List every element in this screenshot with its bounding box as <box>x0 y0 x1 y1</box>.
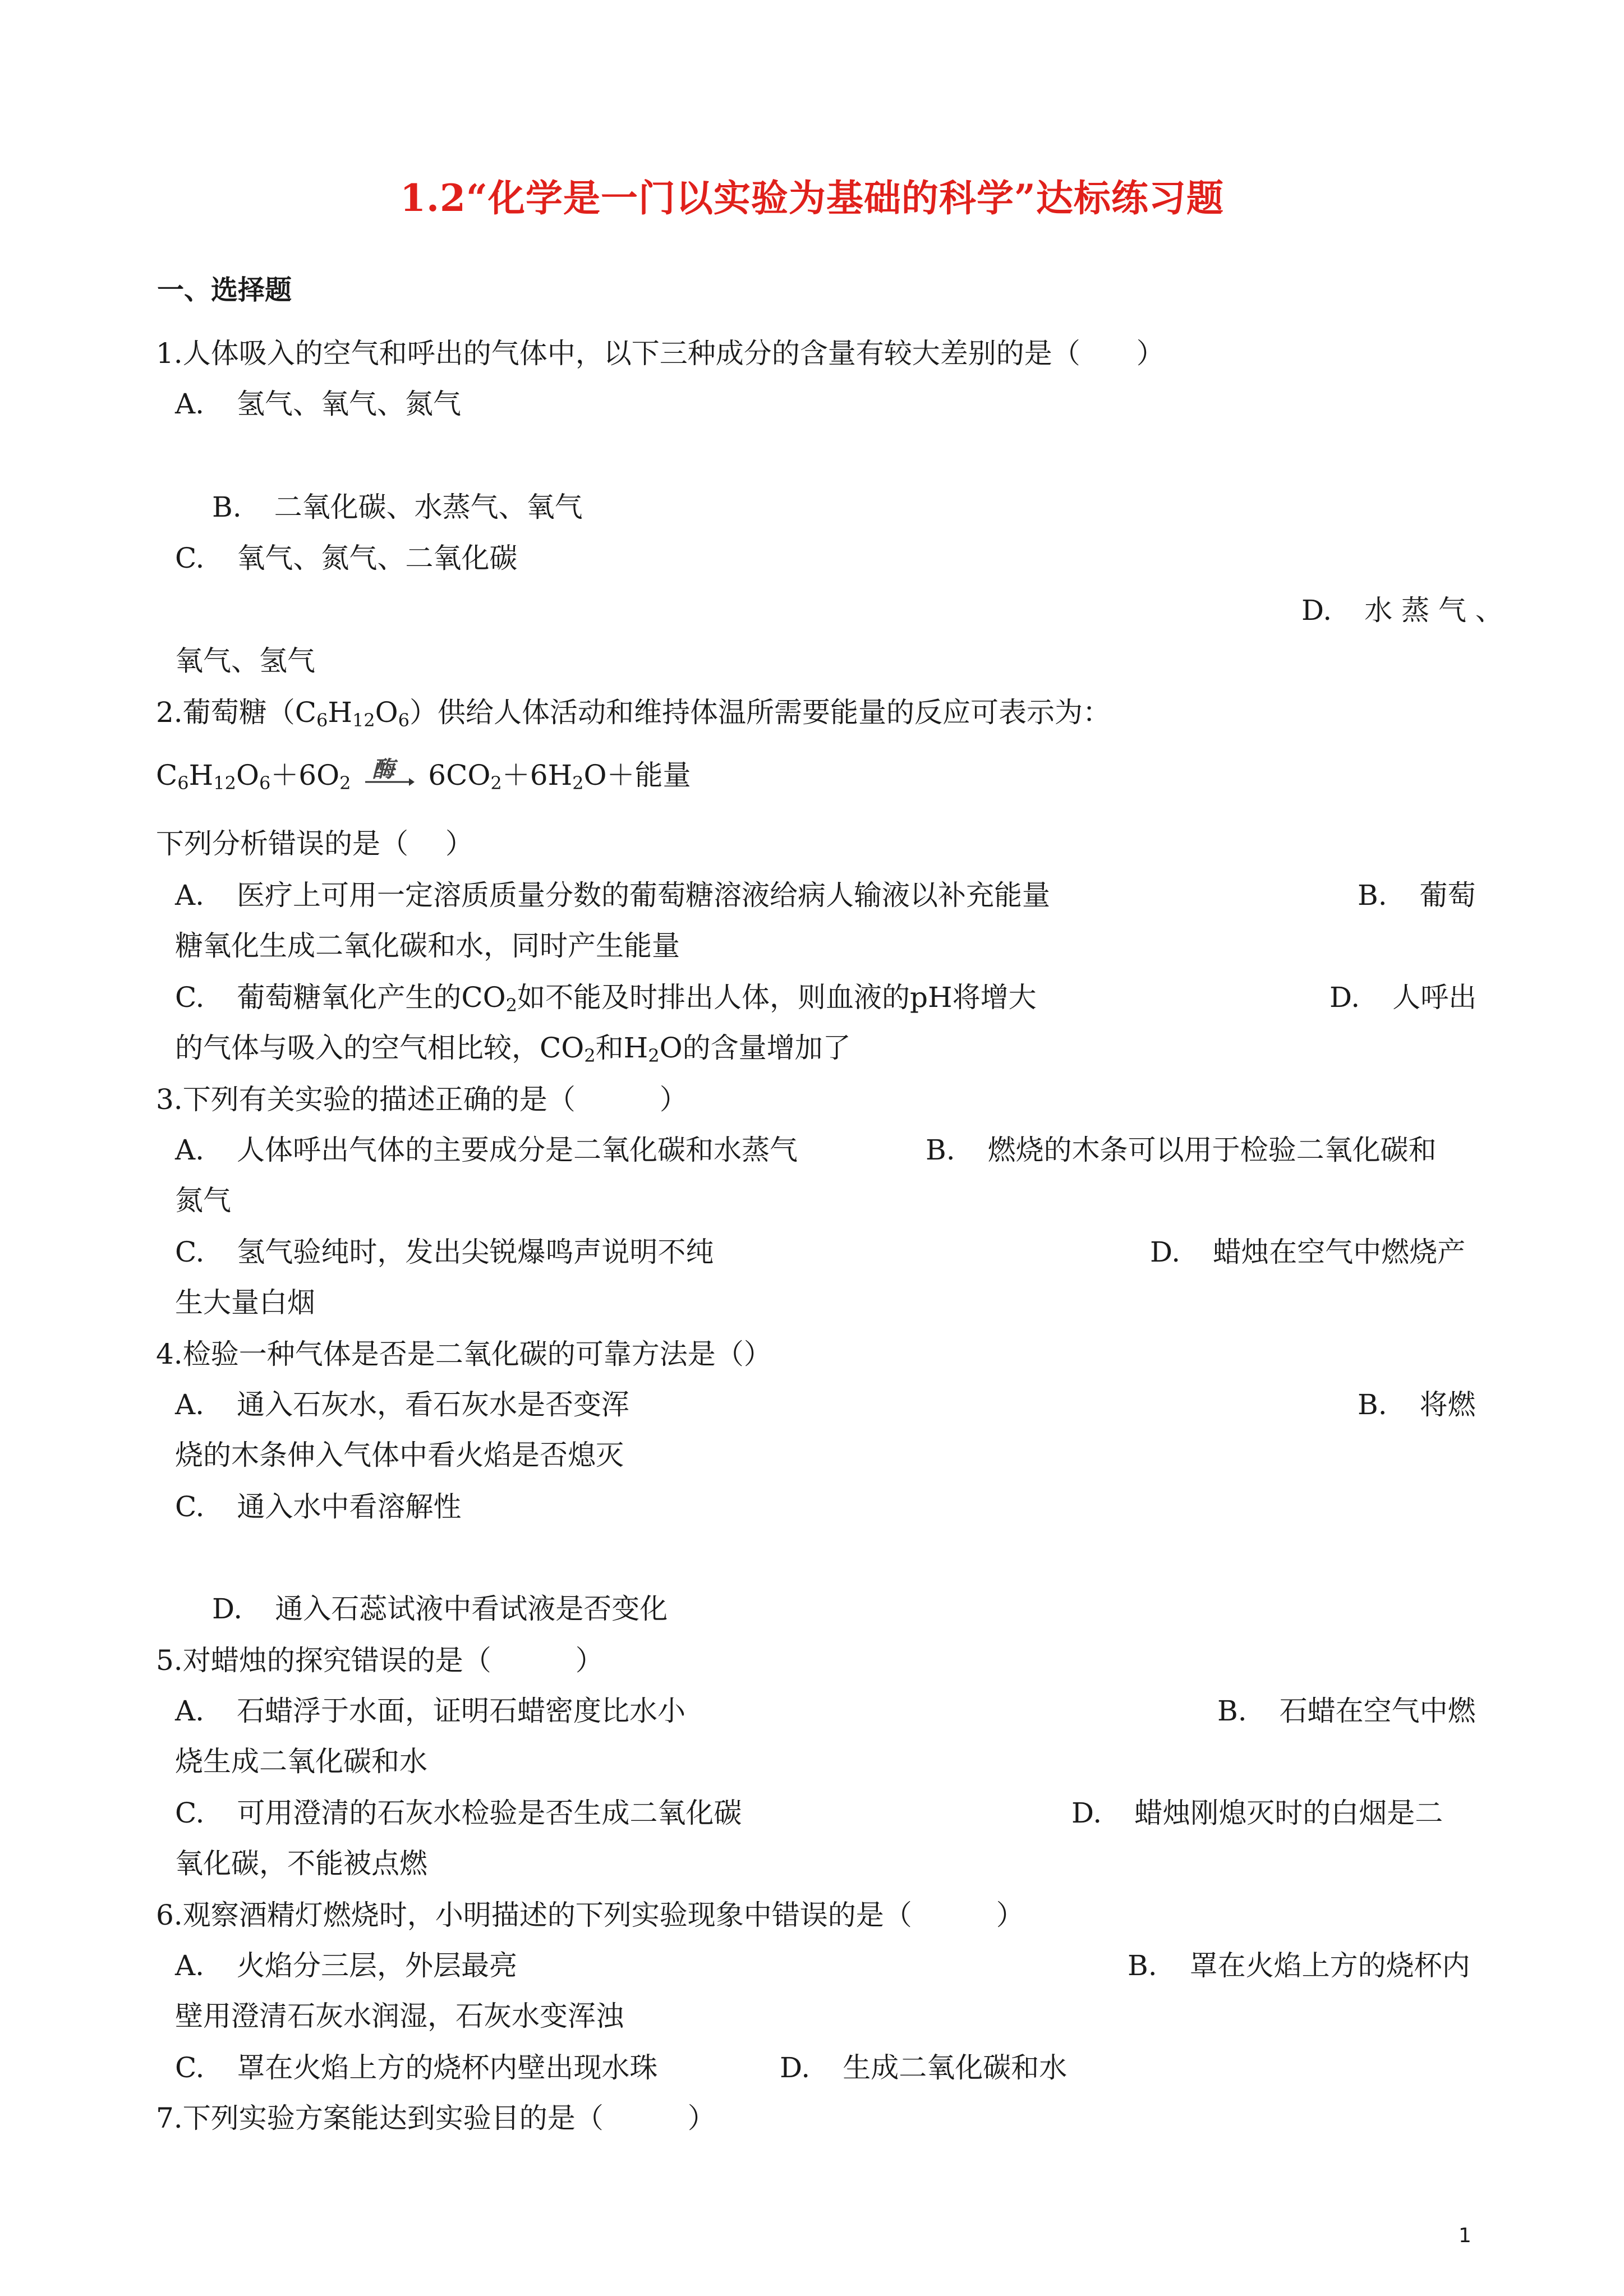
option-label: A. <box>175 1695 205 1727</box>
q4-option-a[interactable] <box>175 1388 629 1421</box>
q6-option-a[interactable] <box>175 1949 517 1982</box>
stem-text: O <box>375 696 398 729</box>
q5-option-a[interactable] <box>175 1694 686 1728</box>
q1-option-d-continued: 氧气、氢气 <box>175 645 315 677</box>
option-text: 将燃 <box>1419 1388 1476 1421</box>
q6-option-b-continued: 壁用澄清石灰水润湿，石灰水变浑浊 <box>175 2000 624 2032</box>
question-6-stem: 6.观察酒精灯燃烧时，小明描述的下列实验现象中错误的是（ ） <box>156 1899 1024 1931</box>
equation-left: $C_6H_{12}O_6+6O_2$ <box>156 759 351 794</box>
option-text: 葡萄糖氧化产生的$CO_2$如不能及时排出人体，则血液的pH将增大 <box>237 981 1037 1016</box>
option-text: 生成二氧化碳和水 <box>843 2051 1068 2084</box>
option-text: 氧气、氮气、二氧化碳 <box>237 542 518 574</box>
q3-option-d[interactable] <box>1150 1235 1465 1269</box>
option-label: B. <box>1358 879 1387 912</box>
option-label: C. <box>175 981 205 1014</box>
option-text: 医疗上可用一定溶质质量分数的葡萄糖溶液给病人输液以补充能量 <box>237 879 1051 912</box>
option-text: 石蜡浮于水面，证明石蜡密度比水小 <box>237 1695 686 1727</box>
option-text: 水 蒸 气 、 <box>1364 594 1503 627</box>
question-4-stem: 4.检验一种气体是否是二氧化碳的可靠方法是（） <box>156 1338 772 1370</box>
subscript: 12 <box>352 710 375 731</box>
q2-option-d-continued: 的气体与吸入的空气相比较，$CO_2$和$H_2O$的含量增加了 <box>175 1032 851 1066</box>
q4-option-d[interactable] <box>212 1592 668 1626</box>
q6-option-d[interactable] <box>780 2051 1067 2085</box>
q3-option-b[interactable] <box>926 1133 1437 1167</box>
q5-option-b[interactable] <box>1217 1694 1476 1728</box>
option-label: A. <box>175 1134 205 1166</box>
option-text: 火焰分三层，外层最亮 <box>237 1949 518 1982</box>
q6-option-c[interactable] <box>175 2051 657 2085</box>
q1-option-b[interactable] <box>212 490 583 524</box>
option-label: D. <box>212 1593 243 1625</box>
question-2-ask: 下列分析错误的是（ ） <box>156 827 473 860</box>
option-label: D. <box>1329 981 1360 1014</box>
question-2-stem <box>156 696 1111 729</box>
option-label: B. <box>1217 1695 1247 1727</box>
option-label: C. <box>175 542 205 574</box>
option-text: 蜡烛刚熄灭时的白烟是二 <box>1134 1797 1443 1829</box>
equation-right: $6CO_2+6H_2O+$能量 <box>428 759 691 794</box>
q1-option-d[interactable] <box>1301 593 1503 627</box>
option-label: D. <box>1301 594 1332 627</box>
question-5-stem: 5.对蜡烛的探究错误的是（ ） <box>156 1644 604 1677</box>
q2-option-c[interactable] <box>175 981 1037 1014</box>
option-label: D. <box>1150 1236 1181 1268</box>
option-label: D. <box>1071 1797 1102 1829</box>
option-label: B. <box>212 491 242 523</box>
q2-option-b-continued: 糖氧化生成二氧化碳和水，同时产生能量 <box>175 930 680 962</box>
option-text: 罩在火焰上方的烧杯内 <box>1189 1949 1470 1982</box>
option-label: B. <box>926 1134 955 1166</box>
q3-option-c[interactable] <box>175 1235 714 1269</box>
q4-option-b[interactable] <box>1358 1388 1476 1421</box>
option-label: A. <box>175 1388 205 1421</box>
option-label: A. <box>175 1949 205 1982</box>
option-text: 石蜡在空气中燃 <box>1279 1695 1476 1727</box>
q3-option-b-continued: 氮气 <box>175 1184 231 1217</box>
q2-option-b[interactable] <box>1358 878 1476 912</box>
reaction-arrow <box>364 756 415 794</box>
option-text: 通入石蕊试液中看试液是否变化 <box>275 1593 668 1625</box>
q6-option-b[interactable] <box>1128 1949 1470 1982</box>
option-label: B. <box>1358 1388 1387 1421</box>
option-text: 二氧化碳、水蒸气、氧气 <box>274 491 583 523</box>
q5-option-d[interactable] <box>1071 1796 1443 1830</box>
option-text: 氢气、氧气、氮气 <box>237 388 462 420</box>
question-7-stem: 7.下列实验方案能达到实验目的是（ ） <box>156 2102 716 2134</box>
option-label: C. <box>175 1490 205 1523</box>
subscript: 6 <box>398 710 410 731</box>
q2-option-a[interactable] <box>175 878 1050 912</box>
q4-option-b-continued: 烧的木条伸入气体中看火焰是否熄灭 <box>175 1439 624 1471</box>
option-text: 燃烧的木条可以用于检验二氧化碳和 <box>987 1134 1437 1166</box>
option-text: 蜡烛在空气中燃烧产 <box>1213 1236 1466 1268</box>
chemical-equation <box>156 758 691 794</box>
option-text: 葡萄 <box>1419 879 1476 912</box>
option-text: 通入石灰水，看石灰水是否变浑 <box>237 1388 630 1421</box>
option-label: C. <box>175 1797 205 1829</box>
q1-option-c[interactable] <box>175 541 517 575</box>
subscript: 6 <box>316 710 328 731</box>
stem-text: H <box>328 696 352 729</box>
page-number: 1 <box>1459 2224 1471 2247</box>
q3-option-a[interactable] <box>175 1133 798 1167</box>
q5-option-b-continued: 烧生成二氧化碳和水 <box>175 1745 427 1778</box>
stem-text: 2.葡萄糖（C <box>156 696 316 729</box>
option-text: 罩在火焰上方的烧杯内壁出现水珠 <box>237 2051 658 2084</box>
page-title: 1.2“化学是一门以实验为基础的科学”达标练习题 <box>400 176 1224 220</box>
q5-option-c[interactable] <box>175 1796 742 1830</box>
stem-text: ）供给人体活动和维持体温所需要能量的反应可表示为： <box>410 696 1111 729</box>
section-heading: 一、选择题 <box>157 274 292 306</box>
option-label: A. <box>175 388 205 420</box>
option-label: C. <box>175 2051 205 2084</box>
option-text: 通入水中看溶解性 <box>237 1490 462 1523</box>
option-text: 氢气验纯时，发出尖锐爆鸣声说明不纯 <box>237 1236 714 1268</box>
question-1-stem: 1.人体吸入的空气和呼出的气体中，以下三种成分的含量有较大差别的是（ ） <box>156 337 1165 370</box>
option-text: 可用澄清的石灰水检验是否生成二氧化碳 <box>237 1797 742 1829</box>
option-text: 人呼出 <box>1392 981 1477 1014</box>
q5-option-d-continued: 氧化碳，不能被点燃 <box>175 1847 427 1880</box>
arrow-icon <box>364 776 415 788</box>
option-label: D. <box>780 2051 811 2084</box>
q1-option-a[interactable] <box>175 387 461 421</box>
question-3-stem: 3.下列有关实验的描述正确的是（ ） <box>156 1083 688 1116</box>
option-label: C. <box>175 1236 205 1268</box>
catalyst-label: 酶 <box>372 756 395 783</box>
option-label: A. <box>175 879 205 912</box>
q3-option-d-continued: 生大量白烟 <box>175 1286 315 1319</box>
q4-option-c[interactable] <box>175 1490 461 1524</box>
option-text: 人体呼出气体的主要成分是二氧化碳和水蒸气 <box>237 1134 798 1166</box>
q2-option-d[interactable] <box>1329 981 1476 1014</box>
option-label: B. <box>1128 1949 1157 1982</box>
